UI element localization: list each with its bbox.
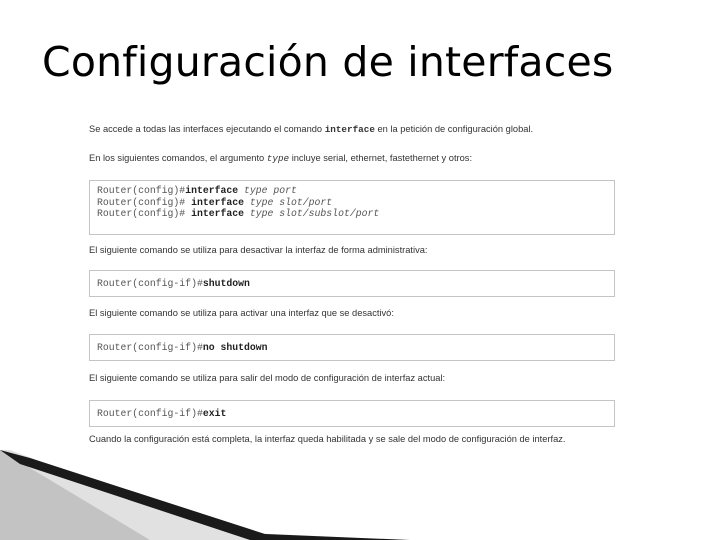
shutdown-code-block: [89, 270, 615, 297]
code-args: type port: [238, 185, 297, 196]
slide-title: Configuración de interfaces: [42, 38, 614, 86]
code-command: exit: [202, 408, 227, 419]
interface-command-inline: interface: [324, 124, 375, 135]
intro-text-after: en la petición de configuración global.: [374, 124, 534, 134]
code-command: shutdown: [202, 278, 250, 289]
type-argument-paragraph: [89, 152, 472, 165]
type-text-after: incluye serial, ethernet, fastethernet y otros:: [289, 153, 473, 163]
code-command: no shutdown: [202, 342, 268, 353]
completion-paragraph: Cuando la configuración está completa, la interfaz queda habilitada y se sale del modo de configuración de interfaz.: [89, 434, 566, 444]
corner-decoration: [0, 450, 420, 540]
code-line: [97, 342, 607, 354]
code-args: type slot/port: [244, 196, 333, 208]
shutdown-description: El siguiente comando se utiliza para desactivar la interfaz de forma administrativa:: [89, 245, 428, 255]
type-text-before: En los siguientes comandos, el argumento: [89, 153, 267, 163]
code-prompt: Router(config)#: [97, 196, 192, 208]
code-prompt: Router(config)#: [97, 185, 186, 196]
code-command: interface: [185, 185, 239, 196]
intro-paragraph: [89, 123, 533, 136]
code-command: interface: [191, 196, 244, 208]
code-command: interface: [191, 208, 244, 219]
code-line: [97, 185, 607, 197]
code-prompt: Router(config-if)#: [97, 278, 203, 289]
interface-commands-code-block: [89, 180, 615, 235]
code-prompt: Router(config)#: [97, 208, 192, 219]
code-line: [97, 278, 607, 290]
intro-text-before: Se accede a todas las interfaces ejecutando el comando: [89, 124, 325, 134]
code-args: type slot/subslot/port: [244, 208, 380, 219]
code-line: [97, 208, 607, 220]
exit-description: El siguiente comando se utiliza para salir del modo de configuración de interfaz actual:: [89, 373, 446, 383]
code-line: [97, 197, 607, 209]
no-shutdown-description: El siguiente comando se utiliza para activar una interfaz que se desactivó:: [89, 308, 394, 318]
code-prompt: Router(config-if)#: [97, 342, 203, 353]
type-argument-inline: type: [266, 153, 290, 164]
code-line: [97, 408, 607, 420]
decoration-light-wedge: [0, 450, 400, 540]
exit-code-block: [89, 400, 615, 427]
no-shutdown-code-block: [89, 334, 615, 361]
code-prompt: Router(config-if)#: [97, 408, 203, 419]
